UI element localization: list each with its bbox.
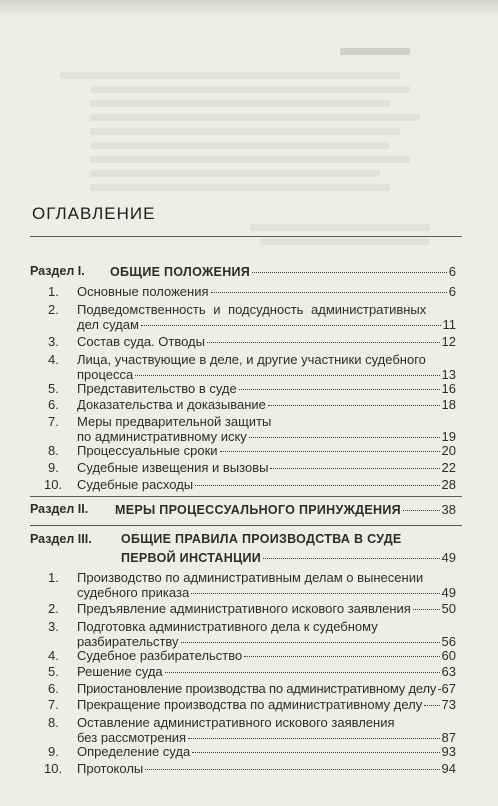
dot-leader [141, 324, 441, 326]
item-title: Приостановление производства по административному делу [77, 681, 437, 696]
item-title: Меры предварительной защиты [77, 414, 272, 429]
page-number: 60 [441, 648, 456, 663]
item-title: Определение суда [77, 744, 191, 759]
dot-leader [207, 341, 440, 343]
dot-leader [413, 608, 440, 610]
page-number: 19 [441, 429, 456, 444]
page-number: 18 [441, 397, 456, 412]
dot-leader [195, 484, 439, 486]
page-number: 73 [441, 697, 456, 712]
section-title: ОБЩИЕ ПРАВИЛА ПРОИЗВОДСТВА В СУДЕ [121, 532, 402, 546]
item-number: 5. [48, 664, 59, 679]
item-title: Основные положения [77, 284, 209, 299]
page-number: 56 [441, 634, 456, 649]
dot-leader [268, 404, 440, 406]
dot-leader [135, 374, 439, 376]
item-title-cont: разбирательству [77, 634, 179, 649]
item-title-cont: по административному иску [77, 429, 247, 444]
page-number: 16 [441, 381, 456, 396]
item-number: 10. [44, 761, 63, 776]
dot-leader [239, 388, 440, 390]
page-number: 49 [441, 550, 456, 565]
item-title: Состав суда. Отводы [77, 334, 205, 349]
page-number: 22 [441, 460, 456, 475]
page-number: 38 [441, 502, 456, 517]
dot-leader [211, 291, 447, 293]
item-title: Подведомственность и подсудность административных [77, 302, 427, 317]
dot-leader [188, 737, 439, 739]
section-label: Раздел III. [30, 532, 92, 546]
item-number: 8. [48, 443, 59, 458]
page-number: 93 [441, 744, 456, 759]
section-label: Раздел II. [30, 502, 89, 516]
item-title: Предъявление административного искового заявления [77, 601, 411, 616]
item-number: 2. [48, 302, 59, 317]
item-number: 4. [48, 352, 59, 367]
dot-leader [263, 557, 439, 559]
item-number: 1. [48, 284, 59, 299]
item-title: Лица, участвующие в деле, и другие участники судебного [77, 352, 426, 367]
item-number: 3. [48, 334, 59, 349]
item-number: 4. [48, 648, 59, 663]
page-number: 28 [441, 477, 456, 492]
item-title: Решение суда [77, 664, 163, 679]
section-title: МЕРЫ ПРОЦЕССУАЛЬНОГО ПРИНУЖДЕНИЯ [115, 503, 401, 517]
item-title: Судебные извещения и вызовы [77, 460, 269, 475]
item-title-cont: процесса [77, 367, 134, 382]
section-title-cont: ПЕРВОЙ ИНСТАНЦИИ [121, 551, 262, 565]
dot-leader [403, 509, 440, 511]
heading-rule [30, 236, 462, 237]
page-number: 6 [448, 284, 456, 299]
item-number: 6. [48, 681, 59, 696]
item-title: Процессуальные сроки [77, 443, 218, 458]
item-title-cont: дел судам [77, 317, 139, 332]
item-number: 1. [48, 570, 59, 585]
page-number: 67 [441, 681, 456, 696]
page-number: 94 [441, 761, 456, 776]
item-title: Производство по административным делам о вынесении [77, 570, 424, 585]
item-title: Оставление административного искового заявления [77, 715, 395, 730]
item-title: Судебные расходы [77, 477, 194, 492]
item-number: 2. [48, 601, 59, 616]
page-top-shadow [0, 0, 498, 18]
dot-leader [424, 704, 439, 706]
item-title: Судебное разбирательство [77, 648, 243, 663]
item-title-cont: судебного приказа [77, 585, 190, 600]
item-title: Представительство в суде [77, 381, 237, 396]
section-label: Раздел I. [30, 264, 85, 278]
page-title: ОГЛАВЛЕНИЕ [32, 204, 156, 223]
item-number: 9. [48, 744, 59, 759]
item-number: 3. [48, 619, 59, 634]
dot-leader [181, 641, 440, 643]
item-number: 6. [48, 397, 59, 412]
item-number: 7. [48, 697, 59, 712]
section-divider [30, 525, 462, 526]
page-number: 50 [441, 601, 456, 616]
page-number: 6 [448, 264, 456, 279]
dot-leader [165, 671, 440, 673]
dot-leader [438, 688, 439, 690]
page-number: 13 [441, 367, 456, 382]
item-title: Протоколы [77, 761, 144, 776]
page-number: 63 [441, 664, 456, 679]
dot-leader [252, 271, 447, 273]
item-number: 9. [48, 460, 59, 475]
dot-leader [191, 592, 439, 594]
section-title: ОБЩИЕ ПОЛОЖЕНИЯ [110, 265, 251, 279]
item-number: 7. [48, 414, 59, 429]
dot-leader [220, 450, 440, 452]
item-title: Подготовка административного дела к судебному [77, 619, 378, 634]
page-number: 12 [441, 334, 456, 349]
item-title: Прекращение производства по административному делу [77, 697, 423, 712]
item-title: Доказательства и доказывание [77, 397, 266, 412]
item-number: 10. [44, 477, 63, 492]
section-divider [30, 496, 462, 497]
dot-leader [192, 751, 439, 753]
page-number: 49 [441, 585, 456, 600]
page-number: 20 [441, 443, 456, 458]
dot-leader [270, 467, 439, 469]
item-number: 8. [48, 715, 59, 730]
item-number: 5. [48, 381, 59, 396]
page-number: 11 [442, 317, 456, 332]
dot-leader [244, 655, 439, 657]
dot-leader [249, 436, 440, 438]
dot-leader [145, 768, 439, 770]
page-number: 87 [441, 730, 456, 745]
item-title-cont: без рассмотрения [77, 730, 187, 745]
